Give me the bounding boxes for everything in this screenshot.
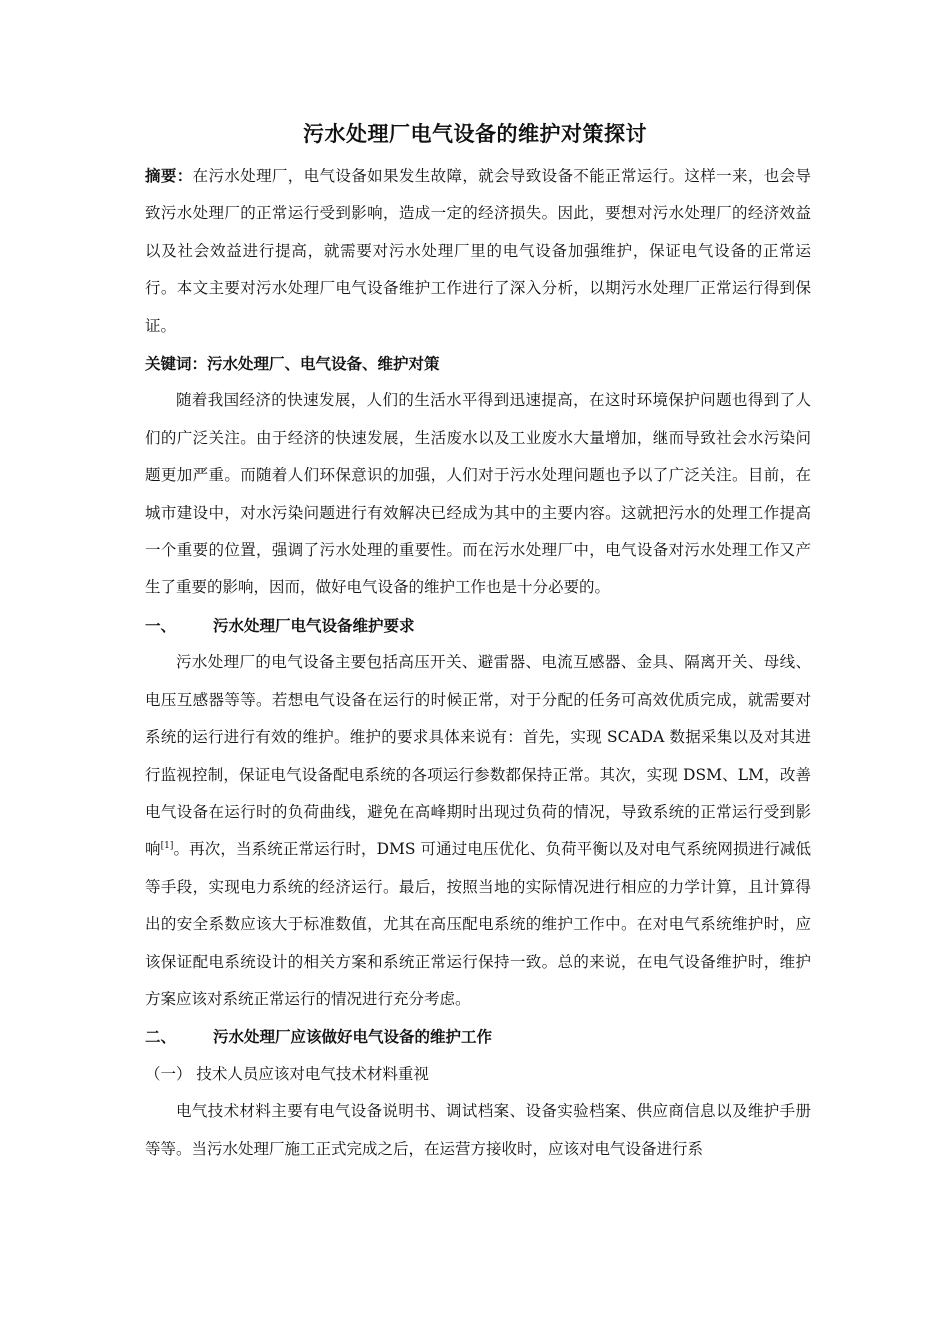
- subsection-heading: （一） 技术人员应该对电气技术材料重视: [145, 1064, 429, 1083]
- section-1-number: 一、: [145, 615, 177, 635]
- document-body: [145, 157, 811, 1168]
- section-1-title: 污水处理厂电气设备维护要求: [213, 615, 415, 635]
- section-1-paragraph: [145, 644, 811, 1018]
- keywords-line: 关键词：污水处理厂、电气设备、维护对策: [145, 354, 440, 374]
- section-1-text-b: 。再次，当系统正常运行时，DMS 可通过电压优化、负荷平衡以及对电气系统网损进行减低等手段，实现电力系统的经济运行。最后，按照当地的实际情况进行相应的力学计算，且计算得出的安全系数应该大于标准数值，尤其在高压配电系统的维护工作中。在对电气系统维护时，应该保证配电系统设计的相关方案和系统正常运行保持一致。总的来说，在电气设备维护时，维护方案应该对系统正常运行的情况进行充分考虑。: [145, 840, 811, 1008]
- citation-marker: [1]: [160, 841, 174, 852]
- abstract-paragraph: [145, 157, 811, 345]
- section-2-heading: [145, 1018, 811, 1055]
- section-2-title: 污水处理厂应该做好电气设备的维护工作: [213, 1027, 493, 1047]
- abstract-text: 在污水处理厂，电气设备如果发生故障，就会导致设备不能正常运行。这样一来，也会导致污水处理厂的正常运行受到影响，造成一定的经济损失。因此，要想对污水处理厂的经济效益以及社会效益进行提高，就需要对污水处理厂里的电气设备加强维护，保证电气设备的正常运行。本文主要对污水处理厂电气设备维护工作进行了深入分析，以期污水处理厂正常运行得到保证。: [145, 167, 811, 335]
- intro-paragraph: 随着我国经济的快速发展，人们的生活水平得到迅速提高，在这时环境保护问题也得到了人们的广泛关注。由于经济的快速发展，生活废水以及工业废水大量增加，继而导致社会水污染问题更加严重。而随着人们环保意识的加强，人们对于污水处理问题也予以了广泛关注。目前，在城市建设中，对水污染问题进行有效解决已经成为其中的主要内容。这就把污水的处理工作提高一个重要的位置，强调了污水处理的重要性。而在污水处理厂中，电气设备对污水处理工作又产生了重要的影响，因而，做好电气设备的维护工作也是十分必要的。: [145, 391, 811, 597]
- section-1-text-a: 污水处理厂的电气设备主要包括高压开关、避雷器、电流互感器、金具、隔离开关、母线、电压互感器等等。若想电气设备在运行的时候正常，对于分配的任务可高效优质完成，就需要对系统的运行进行有效的维护。维护的要求具体来说有：首先，实现 SCADA 数据采集以及对其进行监视控制，保证电气设备配电系统的各项运行参数都保持正常。其次，实现 DSM、LM，改善电气设备在运行时的负荷曲线，避免在高峰期时出现过负荷的情况，导致系统的正常运行受到影响: [145, 653, 811, 859]
- document-title: 污水处理厂电气设备的维护对策探讨: [303, 121, 647, 146]
- abstract-label: 摘要：: [145, 166, 193, 185]
- section-1-heading: [145, 607, 811, 644]
- section-2-number: 二、: [145, 1027, 177, 1047]
- section-2-paragraph: 电气技术材料主要有电气设备说明书、调试档案、设备实验档案、供应商信息以及维护手册等等。当污水处理厂施工正式完成之后，在运营方接收时，应该对电气设备进行系: [145, 1102, 811, 1158]
